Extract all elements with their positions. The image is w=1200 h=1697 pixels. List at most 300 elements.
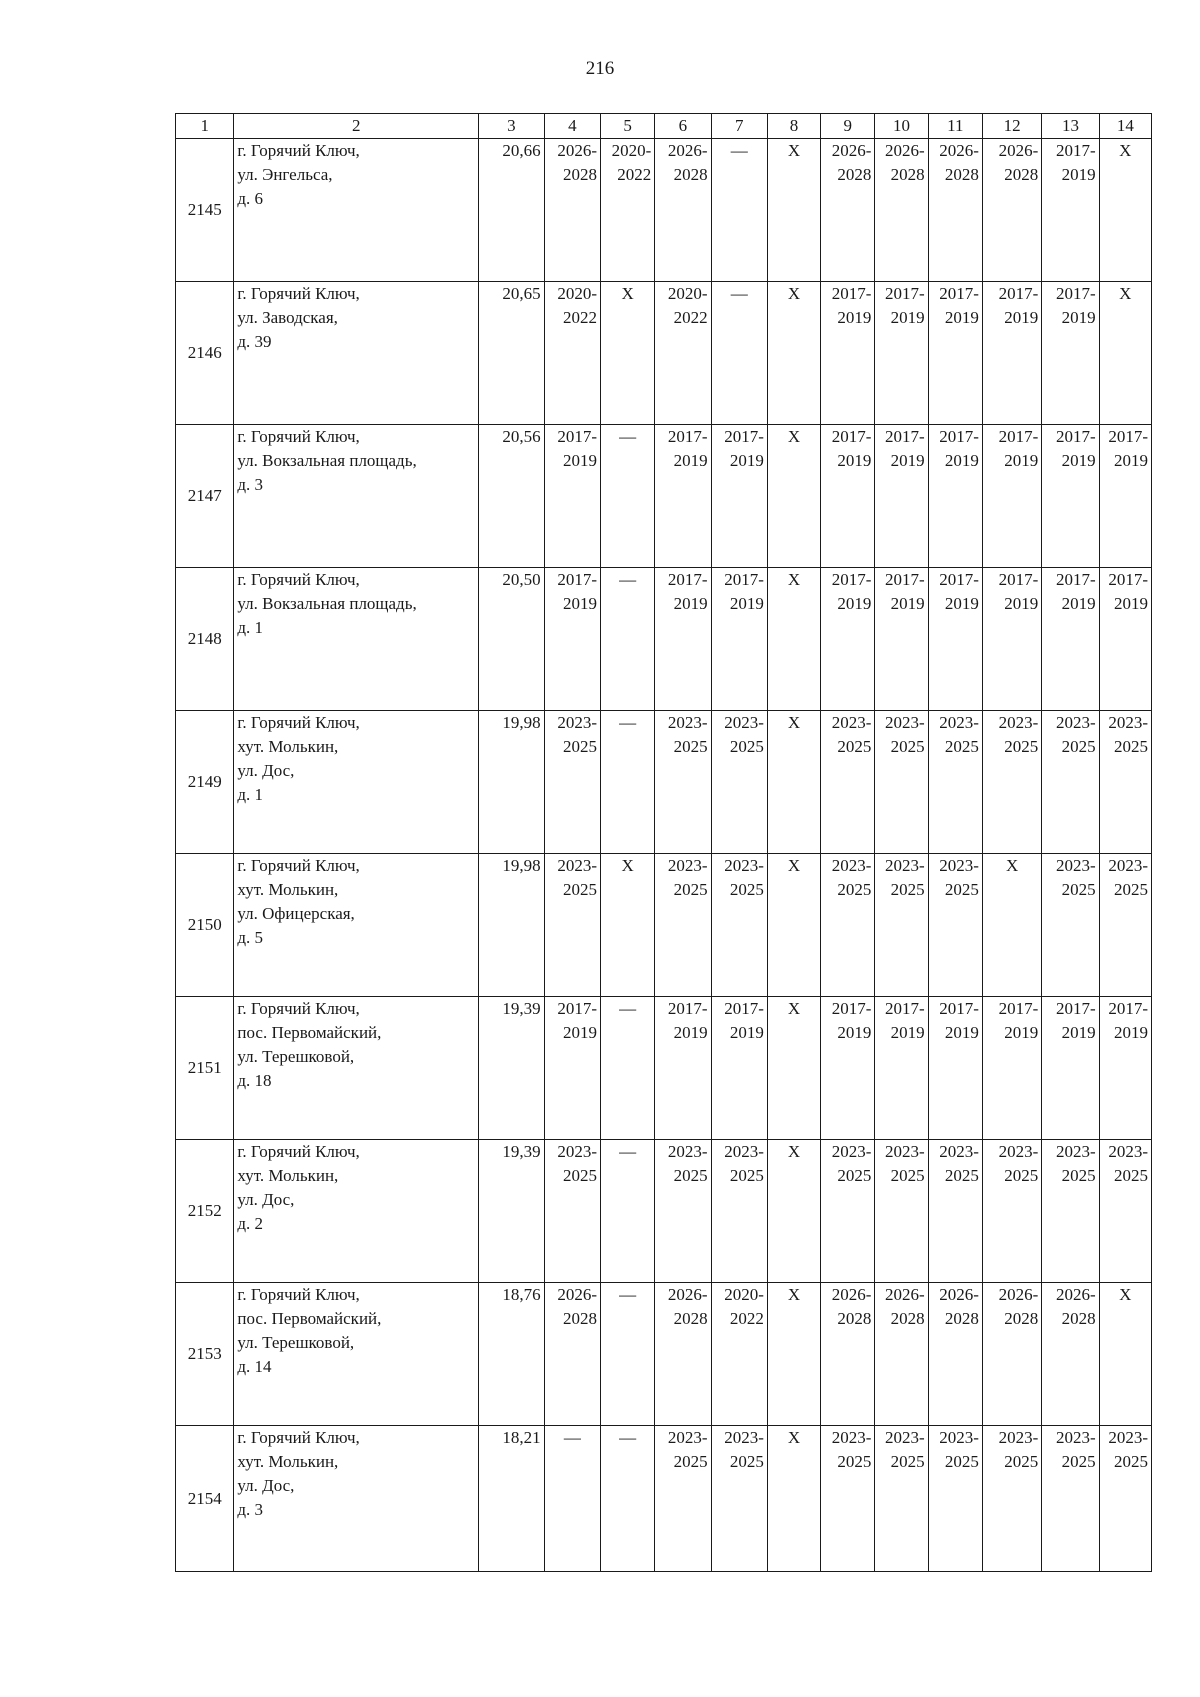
period-cell-col-5: — — [600, 1140, 654, 1283]
period-start: 2023- — [557, 856, 597, 875]
period-start: 2020- — [667, 284, 708, 303]
column-header-6: 6 — [655, 114, 711, 139]
period-start: 2017- — [667, 570, 708, 589]
period-start: 2026- — [557, 141, 597, 160]
period-cell-col-14: X — [1099, 1283, 1151, 1426]
period-end: 2025 — [944, 1452, 979, 1471]
period-end: 2022 — [562, 308, 597, 327]
address-line: г. Горячий Ключ, — [237, 713, 360, 732]
period-start: 2017- — [884, 284, 925, 303]
period-cell-col-11 — [928, 568, 982, 711]
period-start: 2017- — [1108, 427, 1148, 446]
address-line: г. Горячий Ключ, — [237, 1285, 360, 1304]
period-end: 2019 — [1061, 451, 1096, 470]
period-cell-col-9 — [821, 1140, 875, 1283]
address-line: г. Горячий Ключ, — [237, 856, 360, 875]
period-start: 2023- — [884, 713, 925, 732]
period-end: 2025 — [1061, 1166, 1096, 1185]
period-end: 2025 — [890, 1452, 925, 1471]
period-end: 2019 — [1061, 594, 1096, 613]
period-start: 2026- — [667, 1285, 708, 1304]
period-cell-col-13 — [1042, 1283, 1099, 1426]
period-end: 2019 — [837, 308, 872, 327]
period-start: 2023- — [1055, 1428, 1096, 1447]
period-start: 2017- — [1055, 427, 1096, 446]
period-start: 2023- — [724, 1428, 764, 1447]
period-start: 2017- — [557, 999, 597, 1018]
period-cell-col-6 — [655, 139, 711, 282]
period-start: 2023- — [667, 1142, 708, 1161]
period-cell-col-10 — [875, 854, 928, 997]
period-cell-col-8: X — [767, 997, 820, 1140]
period-start: 2023- — [998, 1142, 1039, 1161]
address-line: ул. Дос, — [237, 761, 295, 780]
address-line: д. 1 — [237, 618, 264, 637]
period-cell-col-9 — [821, 282, 875, 425]
period-cell-col-14 — [1099, 568, 1151, 711]
period-cell-col-5: — — [600, 568, 654, 711]
period-cell-col-13 — [1042, 711, 1099, 854]
period-cell-col-8: X — [767, 282, 820, 425]
period-start: 2017- — [831, 284, 872, 303]
period-cell-col-10 — [875, 1283, 928, 1426]
address-line: г. Горячий Ключ, — [237, 1428, 360, 1447]
page-number: 216 — [585, 58, 615, 79]
period-cell-col-7 — [711, 711, 767, 854]
address-line: ул. Дос, — [237, 1476, 295, 1495]
table-row — [176, 854, 1152, 997]
period-end: 2025 — [944, 880, 979, 899]
period-end: 2028 — [944, 165, 979, 184]
period-start: 2023- — [939, 856, 979, 875]
period-start: 2017- — [557, 427, 597, 446]
period-start: 2023- — [557, 1142, 597, 1161]
period-cell-col-4 — [544, 282, 600, 425]
period-end: 2025 — [837, 880, 872, 899]
period-start: 2023- — [667, 856, 708, 875]
period-end: 2028 — [837, 1309, 872, 1328]
period-cell-col-7 — [711, 1140, 767, 1283]
period-end: 2025 — [1061, 1452, 1096, 1471]
period-cell-col-13 — [1042, 139, 1099, 282]
period-start: 2017- — [1055, 284, 1096, 303]
period-cell-col-13 — [1042, 425, 1099, 568]
period-end: 2025 — [890, 880, 925, 899]
period-cell-col-7: — — [711, 282, 767, 425]
period-cell-col-5: — — [600, 711, 654, 854]
period-end: 2019 — [944, 594, 979, 613]
period-start: 2017- — [831, 570, 872, 589]
period-cell-col-6 — [655, 425, 711, 568]
table-row — [176, 282, 1152, 425]
address-cell — [234, 568, 479, 711]
period-cell-col-6 — [655, 568, 711, 711]
period-end: 2025 — [729, 880, 764, 899]
period-cell-col-13 — [1042, 1140, 1099, 1283]
period-end: 2019 — [673, 1023, 708, 1042]
address-cell — [234, 282, 479, 425]
period-end: 2025 — [729, 1452, 764, 1471]
period-cell-col-11 — [928, 282, 982, 425]
period-cell-col-8: X — [767, 139, 820, 282]
period-cell-col-7: — — [711, 139, 767, 282]
column-header-9: 9 — [821, 114, 875, 139]
period-cell-col-14 — [1099, 854, 1151, 997]
period-cell-col-9 — [821, 568, 875, 711]
address-line: хут. Молькин, — [237, 737, 339, 756]
period-end: 2025 — [1061, 880, 1096, 899]
period-cell-col-10 — [875, 425, 928, 568]
period-end: 2025 — [673, 880, 708, 899]
period-end: 2028 — [673, 165, 708, 184]
area-cell: 20,66 — [479, 139, 545, 282]
period-end: 2025 — [1004, 1166, 1039, 1185]
address-line: г. Горячий Ключ, — [237, 570, 360, 589]
period-start: 2023- — [831, 1142, 872, 1161]
period-cell-col-8: X — [767, 1426, 820, 1572]
period-start: 2017- — [1055, 999, 1096, 1018]
address-line: д. 14 — [237, 1357, 272, 1376]
period-end: 2025 — [837, 1166, 872, 1185]
period-end: 2019 — [1061, 165, 1096, 184]
address-line: г. Горячий Ключ, — [237, 284, 360, 303]
period-cell-col-11 — [928, 1283, 982, 1426]
table-header — [176, 114, 1152, 139]
period-cell-col-6 — [655, 854, 711, 997]
period-cell-col-10 — [875, 711, 928, 854]
period-start: 2023- — [724, 856, 764, 875]
column-header-11: 11 — [928, 114, 982, 139]
period-end: 2025 — [944, 1166, 979, 1185]
period-start: 2023- — [1108, 1428, 1148, 1447]
period-cell-col-11 — [928, 997, 982, 1140]
period-start: 2017- — [724, 999, 764, 1018]
period-cell-col-4 — [544, 425, 600, 568]
header-row — [176, 114, 1152, 139]
period-end: 2019 — [729, 451, 764, 470]
period-cell-col-13 — [1042, 1426, 1099, 1572]
period-end: 2025 — [1114, 1452, 1148, 1471]
row-number: 2147 — [176, 425, 234, 568]
period-cell-col-10 — [875, 997, 928, 1140]
column-header-10: 10 — [875, 114, 928, 139]
period-cell-col-13 — [1042, 282, 1099, 425]
period-end: 2019 — [1004, 451, 1039, 470]
period-start: 2023- — [939, 1428, 979, 1447]
period-end: 2025 — [729, 737, 764, 756]
period-cell-col-6 — [655, 1426, 711, 1572]
period-cell-col-8: X — [767, 568, 820, 711]
table-row — [176, 139, 1152, 282]
period-end: 2025 — [837, 1452, 872, 1471]
period-start: 2017- — [667, 999, 708, 1018]
table-row — [176, 425, 1152, 568]
period-cell-col-11 — [928, 711, 982, 854]
period-cell-col-5: — — [600, 425, 654, 568]
period-start: 2017- — [1108, 570, 1148, 589]
period-start: 2026- — [939, 1285, 979, 1304]
period-end: 2025 — [1114, 1166, 1148, 1185]
period-cell-col-8: X — [767, 425, 820, 568]
period-end: 2025 — [729, 1166, 764, 1185]
period-end: 2019 — [890, 308, 925, 327]
period-start: 2017- — [939, 999, 979, 1018]
period-start: 2023- — [831, 713, 872, 732]
period-end: 2019 — [562, 1023, 597, 1042]
period-start: 2023- — [884, 1142, 925, 1161]
period-start: 2017- — [939, 570, 979, 589]
period-start: 2020- — [557, 284, 597, 303]
period-start: 2017- — [667, 427, 708, 446]
period-end: 2028 — [890, 1309, 925, 1328]
period-end: 2019 — [890, 451, 925, 470]
period-end: 2019 — [1004, 1023, 1039, 1042]
period-end: 2019 — [673, 594, 708, 613]
address-line: д. 39 — [237, 332, 272, 351]
period-cell-col-14 — [1099, 1140, 1151, 1283]
period-cell-col-4: — — [544, 1426, 600, 1572]
row-number: 2145 — [176, 139, 234, 282]
period-start: 2026- — [939, 141, 979, 160]
column-header-3: 3 — [479, 114, 545, 139]
period-end: 2019 — [729, 1023, 764, 1042]
row-number: 2146 — [176, 282, 234, 425]
area-cell: 19,98 — [479, 711, 545, 854]
period-start: 2017- — [557, 570, 597, 589]
period-end: 2025 — [562, 737, 597, 756]
address-line: д. 6 — [237, 189, 264, 208]
period-end: 2025 — [673, 1452, 708, 1471]
address-line: г. Горячий Ключ, — [237, 427, 360, 446]
address-line: ул. Заводская, — [237, 308, 338, 327]
period-cell-col-7 — [711, 1426, 767, 1572]
period-start: 2023- — [1055, 713, 1096, 732]
table-row — [176, 1283, 1152, 1426]
period-end: 2019 — [837, 451, 872, 470]
period-start: 2023- — [1108, 856, 1148, 875]
period-start: 2023- — [998, 713, 1039, 732]
period-start: 2017- — [724, 427, 764, 446]
address-line: ул. Вокзальная площадь, — [237, 451, 417, 470]
period-cell-col-9 — [821, 139, 875, 282]
period-cell-col-10 — [875, 139, 928, 282]
period-cell-col-9 — [821, 997, 875, 1140]
period-cell-col-12 — [982, 282, 1041, 425]
column-header-14: 14 — [1099, 114, 1151, 139]
period-cell-col-10 — [875, 282, 928, 425]
period-start: 2023- — [1055, 1142, 1096, 1161]
period-cell-col-4 — [544, 1283, 600, 1426]
period-start: 2023- — [724, 713, 764, 732]
period-start: 2023- — [939, 1142, 979, 1161]
period-start: 2017- — [1108, 999, 1148, 1018]
period-start: 2017- — [1055, 570, 1096, 589]
area-cell: 19,39 — [479, 997, 545, 1140]
period-end: 2025 — [673, 737, 708, 756]
column-header-7: 7 — [711, 114, 767, 139]
period-cell-col-6 — [655, 282, 711, 425]
period-cell-col-5: — — [600, 1283, 654, 1426]
period-cell-col-14 — [1099, 711, 1151, 854]
period-start: 2017- — [998, 999, 1039, 1018]
period-cell-col-10 — [875, 1140, 928, 1283]
period-cell-col-11 — [928, 139, 982, 282]
address-line: д. 18 — [237, 1071, 272, 1090]
period-start: 2017- — [884, 999, 925, 1018]
register-table — [175, 113, 1152, 1572]
period-end: 2025 — [890, 737, 925, 756]
period-start: 2017- — [998, 570, 1039, 589]
period-start: 2026- — [1055, 1285, 1096, 1304]
period-cell-col-13 — [1042, 568, 1099, 711]
period-end: 2022 — [617, 165, 652, 184]
period-end: 2019 — [944, 451, 979, 470]
period-cell-col-14 — [1099, 1426, 1151, 1572]
period-cell-col-12 — [982, 1283, 1041, 1426]
address-cell — [234, 854, 479, 997]
period-cell-col-7 — [711, 1283, 767, 1426]
period-end: 2028 — [562, 165, 597, 184]
address-line: ул. Дос, — [237, 1190, 295, 1209]
period-cell-col-5: — — [600, 997, 654, 1140]
period-cell-col-5: X — [600, 282, 654, 425]
table-row — [176, 1426, 1152, 1572]
period-cell-col-4 — [544, 1140, 600, 1283]
period-cell-col-14: X — [1099, 139, 1151, 282]
period-cell-col-12 — [982, 425, 1041, 568]
period-cell-col-7 — [711, 997, 767, 1140]
area-cell: 19,39 — [479, 1140, 545, 1283]
period-start: 2026- — [831, 141, 872, 160]
period-start: 2017- — [998, 427, 1039, 446]
column-header-4: 4 — [544, 114, 600, 139]
row-number: 2152 — [176, 1140, 234, 1283]
period-cell-col-14: X — [1099, 282, 1151, 425]
address-line: ул. Вокзальная площадь, — [237, 594, 417, 613]
area-cell: 20,50 — [479, 568, 545, 711]
period-end: 2025 — [837, 737, 872, 756]
table-row — [176, 711, 1152, 854]
period-end: 2025 — [673, 1166, 708, 1185]
period-cell-col-9 — [821, 854, 875, 997]
period-cell-col-11 — [928, 854, 982, 997]
period-cell-col-7 — [711, 568, 767, 711]
period-start: 2026- — [557, 1285, 597, 1304]
period-start: 2026- — [998, 141, 1039, 160]
table-row — [176, 997, 1152, 1140]
period-start: 2017- — [884, 570, 925, 589]
period-cell-col-4 — [544, 854, 600, 997]
address-line: пос. Первомайский, — [237, 1023, 382, 1042]
period-cell-col-10 — [875, 1426, 928, 1572]
address-line: ул. Терешковой, — [237, 1333, 355, 1352]
period-end: 2025 — [1114, 737, 1148, 756]
period-cell-col-6 — [655, 997, 711, 1140]
period-end: 2019 — [1114, 451, 1148, 470]
period-end: 2022 — [729, 1309, 764, 1328]
row-number: 2150 — [176, 854, 234, 997]
period-cell-col-9 — [821, 1426, 875, 1572]
column-header-1: 1 — [176, 114, 234, 139]
period-start: 2017- — [939, 427, 979, 446]
period-start: 2026- — [884, 1285, 925, 1304]
address-cell — [234, 425, 479, 568]
area-cell: 18,21 — [479, 1426, 545, 1572]
period-cell-col-5 — [600, 139, 654, 282]
period-end: 2025 — [890, 1166, 925, 1185]
period-cell-col-11 — [928, 1426, 982, 1572]
period-cell-col-7 — [711, 425, 767, 568]
table-row — [176, 1140, 1152, 1283]
period-end: 2019 — [1114, 1023, 1148, 1042]
period-end: 2019 — [1061, 1023, 1096, 1042]
period-start: 2017- — [1055, 141, 1096, 160]
period-end: 2028 — [673, 1309, 708, 1328]
period-end: 2019 — [673, 451, 708, 470]
period-end: 2019 — [837, 594, 872, 613]
period-start: 2026- — [998, 1285, 1039, 1304]
period-end: 2025 — [562, 1166, 597, 1185]
period-end: 2028 — [890, 165, 925, 184]
period-end: 2028 — [837, 165, 872, 184]
period-start: 2023- — [884, 1428, 925, 1447]
period-cell-col-6 — [655, 711, 711, 854]
period-cell-col-4 — [544, 139, 600, 282]
period-start: 2017- — [724, 570, 764, 589]
address-line: д. 3 — [237, 1500, 264, 1519]
column-header-8: 8 — [767, 114, 820, 139]
period-end: 2019 — [890, 594, 925, 613]
period-start: 2023- — [939, 713, 979, 732]
period-end: 2025 — [1114, 880, 1148, 899]
period-start: 2020- — [724, 1285, 764, 1304]
address-line: д. 2 — [237, 1214, 264, 1233]
address-line: хут. Молькин, — [237, 1166, 339, 1185]
period-cell-col-12: X — [982, 854, 1041, 997]
column-header-2: 2 — [234, 114, 479, 139]
table-row — [176, 568, 1152, 711]
period-end: 2025 — [944, 737, 979, 756]
period-end: 2019 — [729, 594, 764, 613]
period-start: 2026- — [831, 1285, 872, 1304]
address-cell — [234, 711, 479, 854]
period-end: 2019 — [944, 308, 979, 327]
period-cell-col-9 — [821, 711, 875, 854]
period-cell-col-8: X — [767, 854, 820, 997]
period-cell-col-8: X — [767, 1140, 820, 1283]
address-line: д. 1 — [237, 785, 264, 804]
address-cell — [234, 1283, 479, 1426]
period-end: 2028 — [1004, 1309, 1039, 1328]
period-start: 2017- — [831, 999, 872, 1018]
period-end: 2019 — [1004, 594, 1039, 613]
period-cell-col-4 — [544, 997, 600, 1140]
period-cell-col-6 — [655, 1283, 711, 1426]
period-cell-col-14 — [1099, 997, 1151, 1140]
row-number: 2153 — [176, 1283, 234, 1426]
period-end: 2019 — [1004, 308, 1039, 327]
period-cell-col-12 — [982, 1140, 1041, 1283]
period-end: 2028 — [562, 1309, 597, 1328]
period-cell-col-9 — [821, 1283, 875, 1426]
period-start: 2023- — [557, 713, 597, 732]
area-cell: 19,98 — [479, 854, 545, 997]
period-start: 2017- — [939, 284, 979, 303]
address-cell — [234, 1140, 479, 1283]
address-cell — [234, 139, 479, 282]
address-cell — [234, 997, 479, 1140]
period-start: 2026- — [884, 141, 925, 160]
